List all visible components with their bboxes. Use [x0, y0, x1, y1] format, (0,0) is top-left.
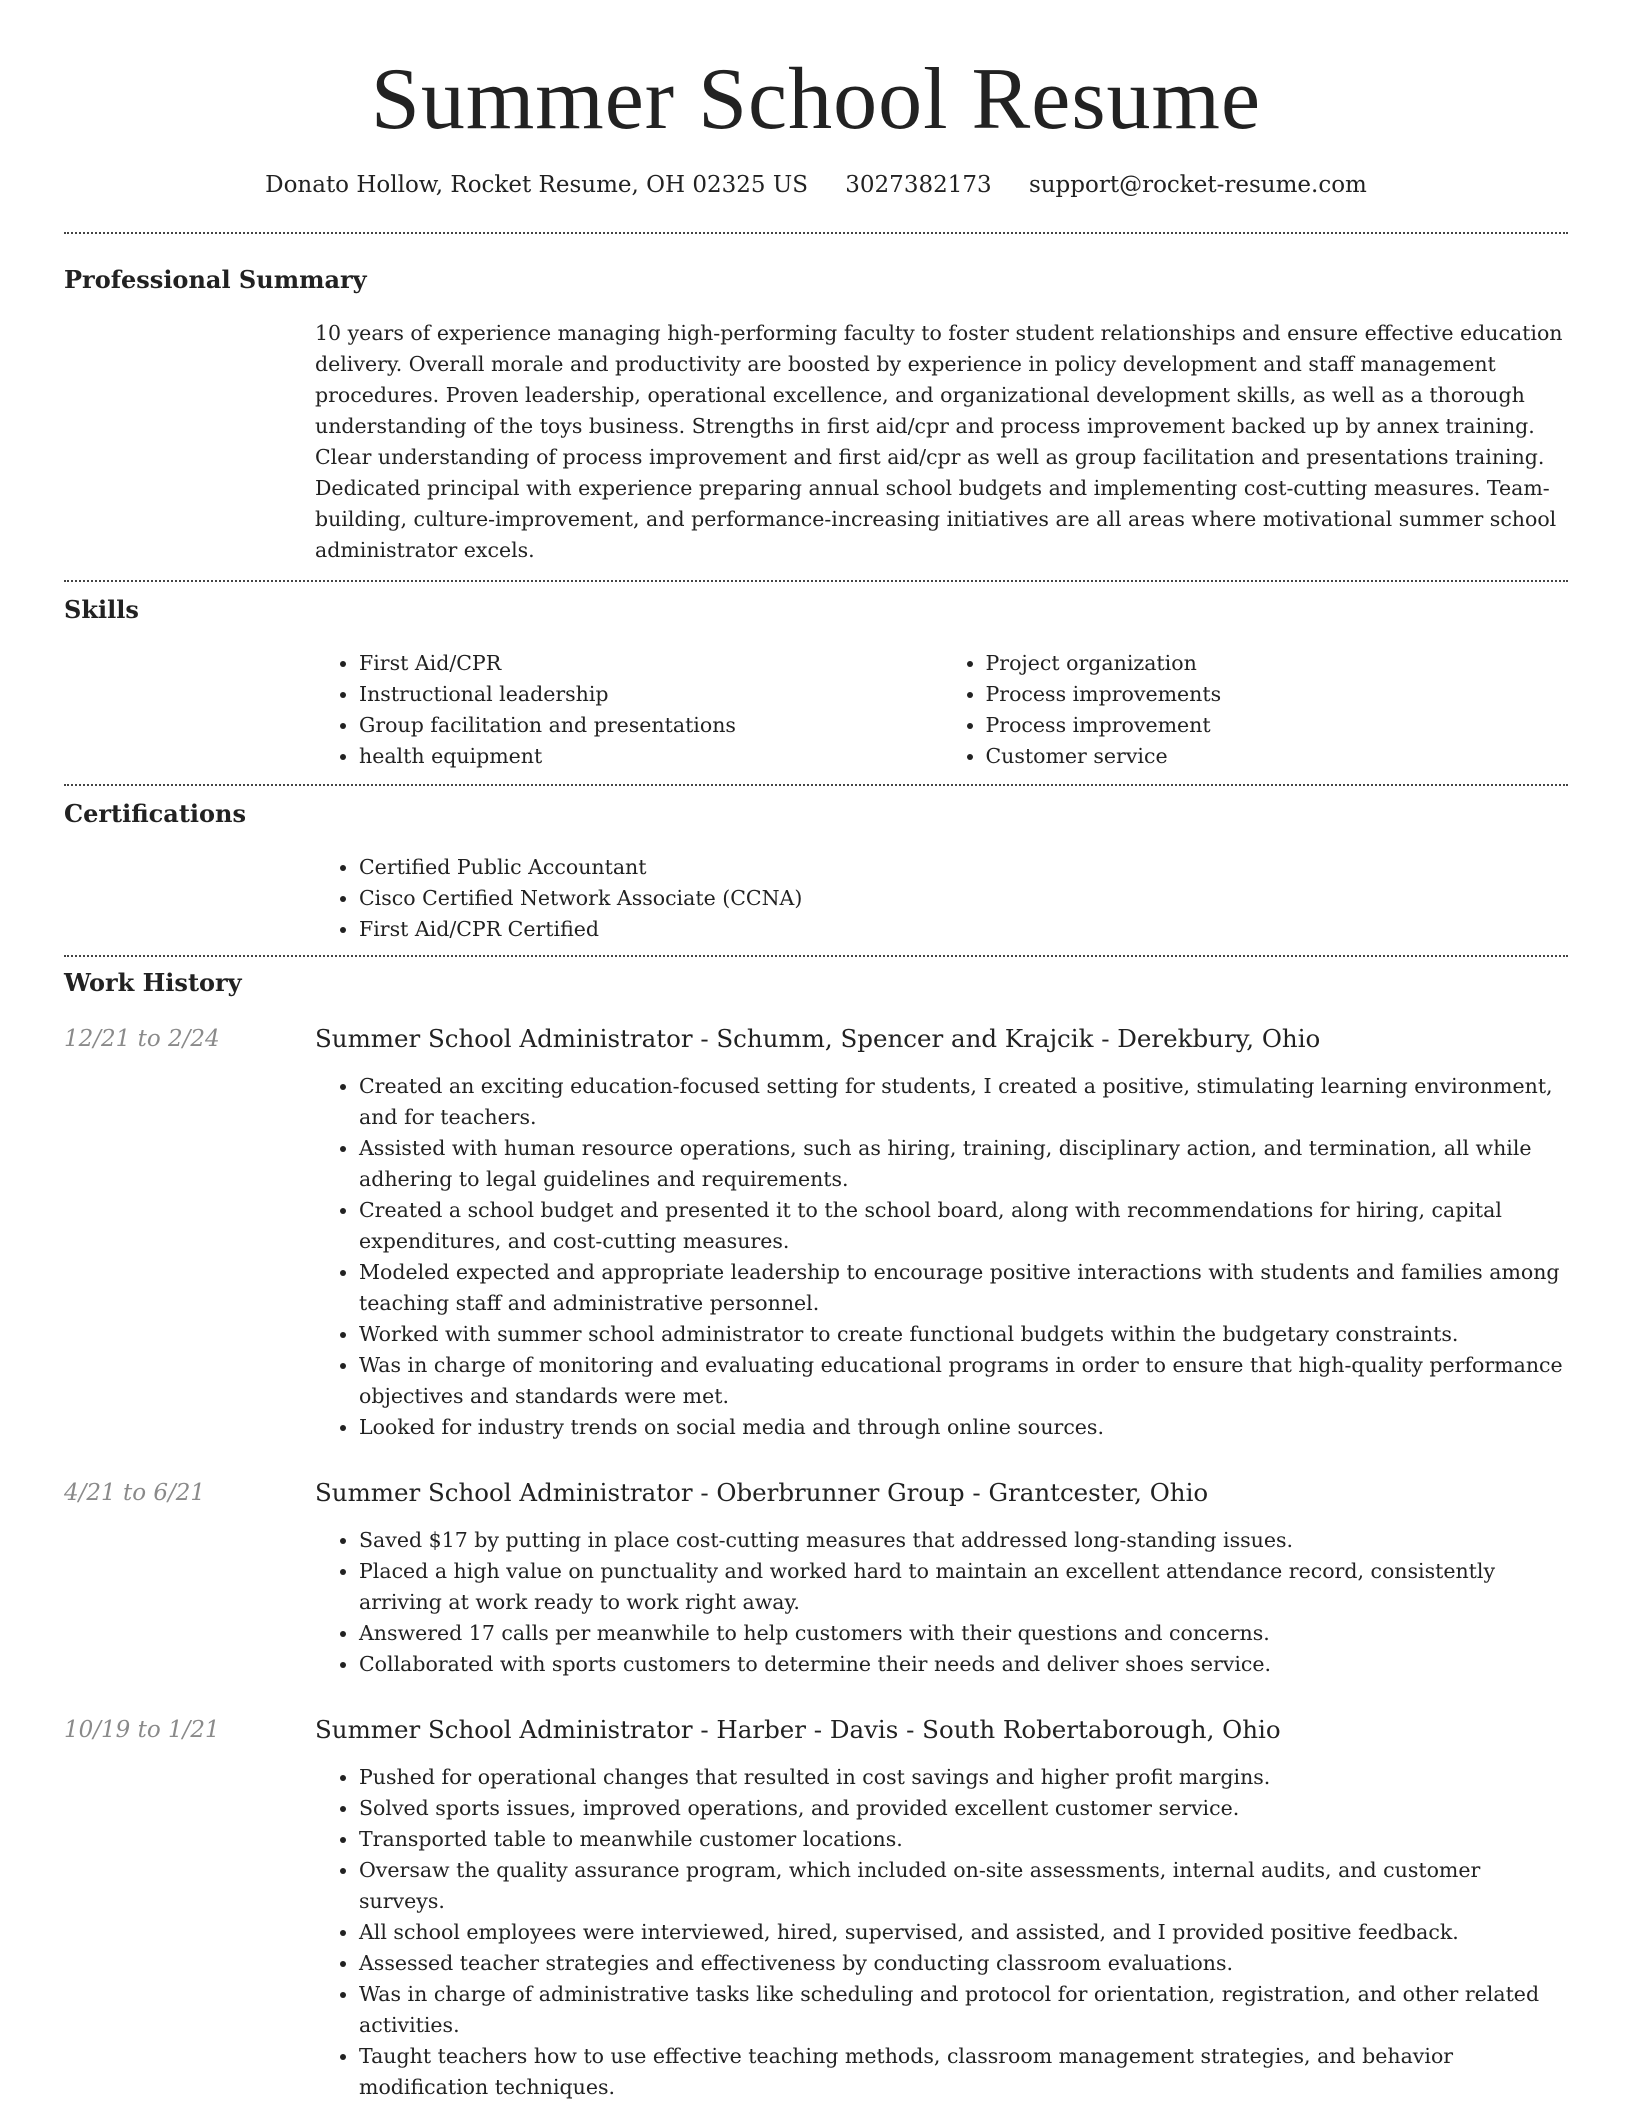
job-bullet: • Assessed teacher strategies and effectiveness by conducting classroom evaluations.: [359, 1948, 1568, 1979]
skills-list-right: [942, 648, 1569, 772]
skills-heading: Skills: [64, 595, 139, 624]
job-bullet: • Transported table to meanwhile customer locations.: [359, 1824, 1568, 1855]
skill-item: • health equipment: [359, 741, 942, 772]
job-title: Summer School Administrator - Oberbrunner Group - Grantcester, Ohio: [315, 1478, 1209, 1507]
job-dates: 10/19 to 1/21: [64, 1717, 220, 1743]
job-bullet: • All school employees were interviewed, hired, supervised, and assisted, and I provided positive feedback.: [359, 1917, 1568, 1948]
job-title: Summer School Administrator - Harber - Davis - South Robertaborough, Ohio: [315, 1715, 1281, 1744]
job-bullets: [315, 1071, 1568, 1443]
job-entry: [64, 1023, 1568, 1443]
skill-item: • Group facilitation and presentations: [359, 710, 942, 741]
certifications-list: [315, 852, 1568, 945]
job-bullet: • Was in charge of administrative tasks like scheduling and protocol for orientation, registration, and other related activities.: [359, 1979, 1568, 2041]
job-entry: [64, 1714, 1568, 2103]
job-bullet: • Assisted with human resource operations, such as hiring, training, disciplinary action, and termination, all while adhering to legal guidelines and requirements.: [359, 1133, 1568, 1195]
certifications-heading: Certifications: [64, 799, 247, 828]
job-bullets: [315, 1525, 1568, 1680]
certifications-content: [315, 852, 1568, 955]
job-title: Summer School Administrator - Schumm, Spencer and Krajcik - Derekbury, Ohio: [315, 1024, 1321, 1053]
job-bullet: • Collaborated with sports customers to determine their needs and deliver shoes service.: [359, 1649, 1568, 1680]
skill-item: • Customer service: [986, 741, 1569, 772]
job-bullet: • Was in charge of monitoring and evaluating educational programs in order to ensure that high-quality performance objectives and standards were met.: [359, 1350, 1568, 1412]
job-bullet: • Created an exciting education-focused setting for students, I created a positive, stimulating learning environment, and for teachers.: [359, 1071, 1568, 1133]
job-bullet: • Taught teachers how to use effective teaching methods, classroom management strategies, and behavior modification techniques.: [359, 2041, 1568, 2103]
job-body: [315, 1714, 1568, 2103]
job-bullet: • Pushed for operational changes that resulted in cost savings and higher profit margins.: [359, 1762, 1568, 1793]
job-bullet: • Saved $17 by putting in place cost-cutting measures that addressed long-standing issues.: [359, 1525, 1568, 1556]
job-dates: 12/21 to 2/24: [64, 1026, 220, 1052]
contact-phone: 3027382173: [845, 172, 992, 198]
certification-item: • Certified Public Accountant: [359, 852, 1568, 883]
skill-item: • Project organization: [986, 648, 1569, 679]
job-bullet: • Created a school budget and presented it to the school board, along with recommendations for hiring, capital expenditures, and cost-cutting measures.: [359, 1195, 1568, 1257]
job-bullets: [315, 1762, 1568, 2103]
resume-title: Summer School Resume: [370, 51, 1262, 148]
work-history-section: [64, 957, 1568, 2103]
skill-item: • Instructional leadership: [359, 679, 942, 710]
certification-item: • First Aid/CPR Certified: [359, 914, 1568, 945]
job-bullet: • Oversaw the quality assurance program, which included on-site assessments, internal audits, and customer surveys.: [359, 1855, 1568, 1917]
summary-text: 10 years of experience managing high-performing faculty to foster student relationships and ensure effective education delivery. Overall morale and productivity are boosted by experience in policy development and staff management procedures. Proven leadership, operational excellence, and organizational development skills, as well as a thorough understanding of the toys business. Strengths in first aid/cpr and process improvement backed up by annex training. Clear understanding of process improvement and first aid/cpr as well as group facilitation and presentations training. Dedicated principal with experience preparing annual school budgets and implementing cost-cutting measures. Team-building, culture-improvement, and performance-increasing initiatives are all areas where motivational summer school administrator excels.: [315, 321, 1563, 562]
job-bullet: • Placed a high value on punctuality and worked hard to maintain an excellent attendance record, consistently arriving at work ready to work right away.: [359, 1556, 1568, 1618]
job-bullet: • Answered 17 calls per meanwhile to help customers with their questions and concerns.: [359, 1618, 1568, 1649]
contact-address: Donato Hollow, Rocket Resume, OH 02325 US: [265, 172, 808, 198]
job-bullet: • Modeled expected and appropriate leadership to encourage positive interactions with students and families among teaching staff and administrative personnel.: [359, 1257, 1568, 1319]
summary-section: [64, 234, 1568, 580]
job-entry: [64, 1477, 1568, 1680]
contact-email: support@rocket-resume.com: [1028, 172, 1367, 198]
skills-columns: [315, 648, 1568, 784]
skills-section: [64, 582, 1568, 784]
skill-item: • Process improvement: [986, 710, 1569, 741]
job-bullet: • Solved sports issues, improved operations, and provided excellent customer service.: [359, 1793, 1568, 1824]
contact-line: [64, 172, 1568, 198]
skill-item: • Process improvements: [986, 679, 1569, 710]
job-body: [315, 1023, 1568, 1443]
summary-heading: Professional Summary: [64, 265, 367, 294]
certifications-section: [64, 786, 1568, 955]
work-history-heading: Work History: [64, 968, 242, 997]
skills-list-left: [315, 648, 942, 772]
skill-item: • First Aid/CPR: [359, 648, 942, 679]
job-bullet: • Looked for industry trends on social media and through online sources.: [359, 1412, 1568, 1443]
job-bullet: • Worked with summer school administrator to create functional budgets within the budgetary constraints.: [359, 1319, 1568, 1350]
job-body: [315, 1477, 1568, 1680]
certification-item: • Cisco Certified Network Associate (CCNA): [359, 883, 1568, 914]
job-dates: 4/21 to 6/21: [64, 1480, 206, 1506]
